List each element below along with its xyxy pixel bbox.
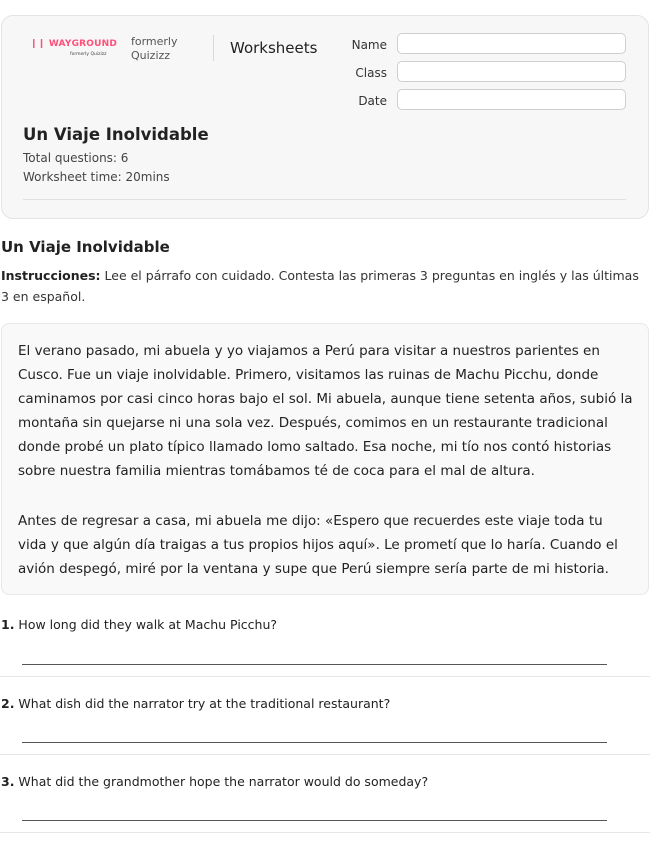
question-text: What did the grandmother hope the narrator would do someday? xyxy=(14,774,429,789)
question-separator xyxy=(0,754,650,755)
formerly-quizizz-text: formerly Quizizz xyxy=(131,35,178,62)
passage-paragraph-1: El verano pasado, mi abuela y yo viajamos a Perú para visitar a nuestros parientes en Cusco. Fue un viaje inolvidable. Primero, visitamos las ruinas de Machu Picchu, donde caminamos por casi cinco horas bajo el sol. Mi abuela, aunque tiene setenta años, subió la montaña sin quejarse ni una sola vez. Después, comimos en un restaurante tradicional donde probé un plato típico llamado lomo saltado. Esa noche, mi tío nos contó historias sobre nuestra familia mientras tomábamos té de coca para el mal de altura. xyxy=(18,343,633,479)
name-label: Name xyxy=(351,38,387,52)
question-text: How long did they walk at Machu Picchu? xyxy=(14,617,278,632)
passage-paragraph-2: Antes de regresar a casa, mi abuela me dijo: «Espero que recuerdes este viaje toda tu vida y que algún día traigas a tus propios hijos aquí». Le prometí que lo haría. Cuando el avión despegó, miré por la ventana y supe que Perú siempre sería parte de mi historia. xyxy=(18,513,618,577)
instructions xyxy=(1,265,646,307)
answer-line-1[interactable] xyxy=(22,664,607,665)
question-number: 3. xyxy=(1,774,15,789)
worksheets-label: Worksheets xyxy=(230,39,318,57)
wayground-logo xyxy=(30,39,116,61)
instructions-text: Lee el párrafo con cuidado. Contesta las primeras 3 preguntas en inglés y las últimas 3 en español. xyxy=(1,268,639,304)
question-number: 2. xyxy=(1,696,15,711)
class-field[interactable] xyxy=(397,61,626,82)
date-label: Date xyxy=(358,94,387,108)
total-questions: Total questions: 6 xyxy=(23,151,129,165)
date-field[interactable] xyxy=(397,89,626,110)
logo-text: WAYGROUND xyxy=(48,39,118,49)
question-text: What dish did the narrator try at the traditional restaurant? xyxy=(14,696,391,711)
worksheet-title: Un Viaje Inolvidable xyxy=(23,125,209,144)
logo-mark xyxy=(30,39,117,49)
logo-subtext: formerly Quizizz xyxy=(70,52,107,57)
question-number: 1. xyxy=(1,617,15,632)
instructions-label: Instrucciones: xyxy=(1,268,101,283)
question-3 xyxy=(1,774,647,789)
question-2 xyxy=(1,696,647,711)
question-separator xyxy=(0,676,650,677)
class-label: Class xyxy=(355,66,387,80)
header-divider xyxy=(213,35,214,61)
section-title: Un Viaje Inolvidable xyxy=(1,238,170,256)
answer-line-2[interactable] xyxy=(22,742,607,743)
worksheet-time: Worksheet time: 20mins xyxy=(23,170,170,184)
name-field[interactable] xyxy=(397,33,626,54)
header-rule xyxy=(23,199,626,200)
answer-line-3[interactable] xyxy=(22,820,607,821)
question-1 xyxy=(1,617,647,632)
question-separator xyxy=(0,832,650,833)
logo-bars-icon: ❙❙ xyxy=(30,39,46,49)
